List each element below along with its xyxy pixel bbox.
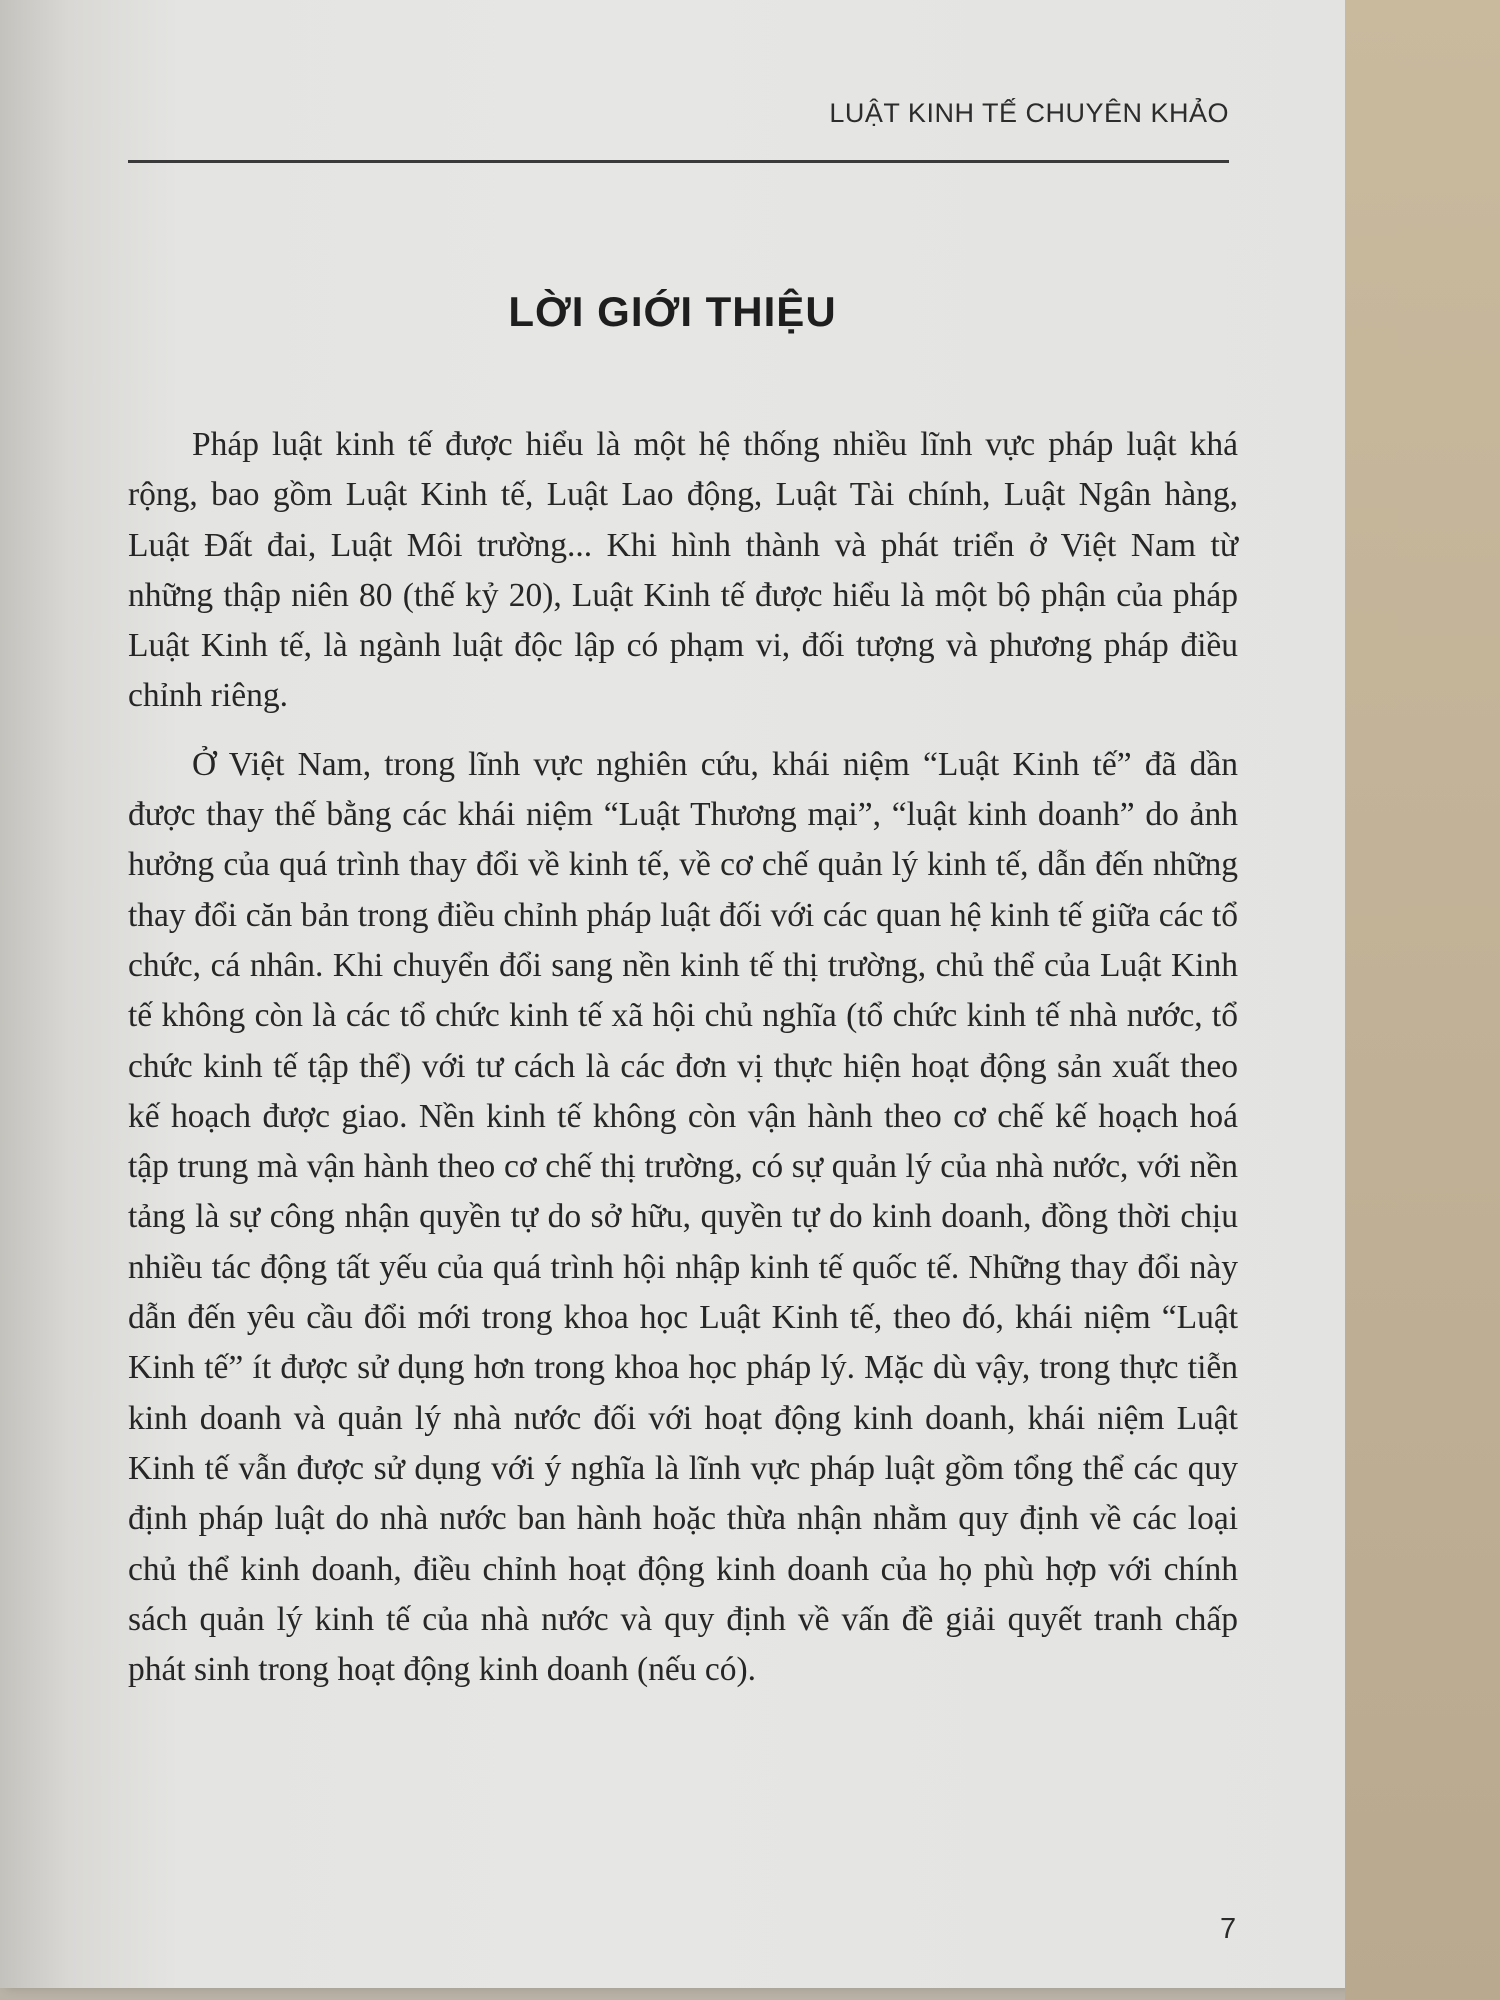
paragraph: Ở Việt Nam, trong lĩnh vực nghiên cứu, khái niệm “Luật Kinh tế” đã dần được thay thế bằng các khái niệm “Luật Thương mại”, “luật kinh doanh” do ảnh hưởng của quá trình thay đổi về kinh tế, về cơ chế quản lý kinh tế, dẫn đến những thay đổi căn bản trong điều chỉnh pháp luật đối với các quan hệ kinh tế giữa các tổ chức, cá nhân. Khi chuyển đổi sang nền kinh tế thị trường, chủ thể của Luật Kinh tế không còn là các tổ chức kinh tế xã hội chủ nghĩa (tổ chức kinh tế nhà nước, tổ chức kinh tế tập thể) với tư cách là các đơn vị thực hiện hoạt động sản xuất theo kế hoạch được giao. Nền kinh tế không còn vận hành theo cơ chế kế hoạch hoá tập trung mà vận hành theo cơ chế thị trường, có sự quản lý của nhà nước, với nền tảng là sự công nhận quyền tự do sở hữu, quyền tự do kinh doanh, đồng thời chịu nhiều tác động tất yếu của quá trình hội nhập kinh tế quốc tế. Những thay đổi này dẫn đến yêu cầu đổi mới trong khoa học Luật Kinh tế, theo đó, khái niệm “Luật Kinh tế” ít được sử dụng hơn trong khoa học pháp lý. Mặc dù vậy, trong thực tiễn kinh doanh và quản lý nhà nước đối với hoạt động kinh doanh, khái niệm Luật Kinh tế vẫn được sử dụng với ý nghĩa là lĩnh vực pháp luật gồm tổng thể các quy định pháp luật do nhà nước ban hành hoặc thừa nhận nhằm quy định về các loại chủ thể kinh doanh, điều chỉnh hoạt động kinh doanh của họ phù hợp với chính sách quản lý kinh tế của nhà nước và quy định về vấn đề giải quyết tranh chấp phát sinh trong hoạt động kinh doanh (nếu có).	[128, 745, 1238, 1689]
paragraph: Pháp luật kinh tế được hiểu là một hệ thống nhiều lĩnh vực pháp luật khá rộng, bao gồm Luật Kinh tế, Luật Lao động, Luật Tài chính, Luật Ngân hàng, Luật Đất đai, Luật Môi trường... Khi hình thành và phát triển ở Việt Nam từ những thập niên 80 (thế kỷ 20), Luật Kinh tế được hiểu là một bộ phận của pháp Luật Kinh tế, là ngành luật độc lập có phạm vi, đối tượng và phương pháp điều chỉnh riêng.	[128, 426, 1238, 715]
page-title: LỜI GIỚI THIỆU	[508, 288, 837, 335]
body-text	[128, 420, 1238, 1695]
running-header	[128, 98, 1229, 163]
page-number: 7	[1220, 1913, 1237, 1945]
running-header-text: LUẬT KINH TẾ CHUYÊN KHẢO	[829, 98, 1229, 128]
background-surface	[1345, 0, 1500, 2000]
